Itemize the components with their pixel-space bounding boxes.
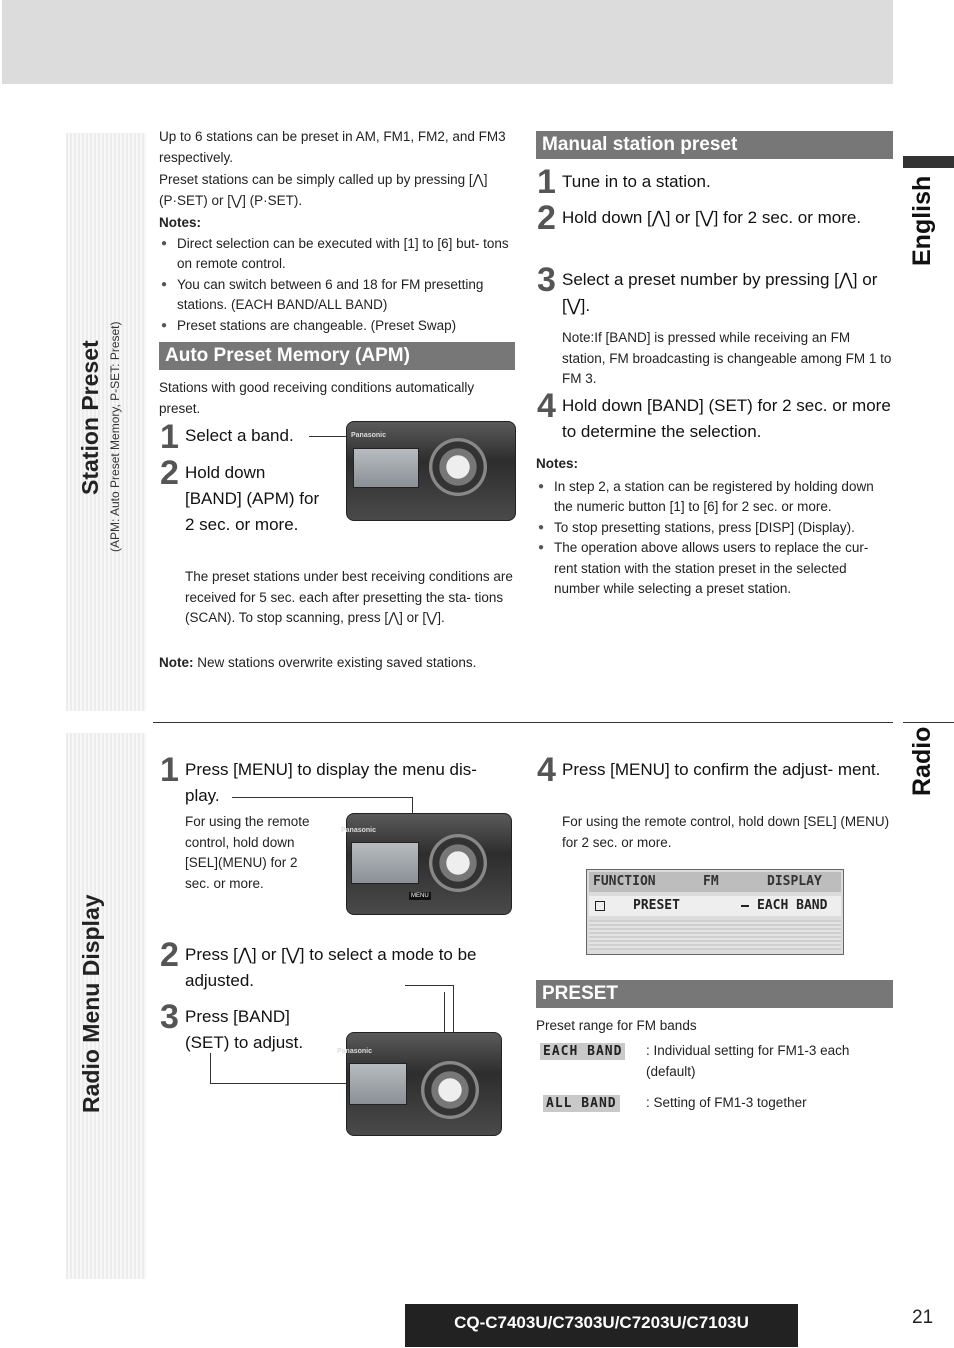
english-tab-label: English: [908, 175, 936, 266]
volume-knob: [429, 438, 487, 496]
radio-tab-label: Radio: [908, 726, 936, 796]
page-number: 21: [912, 1307, 934, 1328]
intro-note: ● Direct selection can be executed with [1] to [6] but- tons on remote control.: [159, 234, 515, 275]
menu-step-4: Press [MENU] to confirm the adjust- ment.: [562, 760, 881, 779]
apm-note-label: Note:: [159, 655, 194, 670]
radio-menu-tab-title: Radio Menu Display: [78, 894, 104, 1113]
lcd-empty-row: [589, 920, 841, 950]
manual-step-3-number: 3: [537, 261, 556, 299]
apm-step-1: Select a band.: [185, 426, 294, 445]
callout-line: [210, 1053, 211, 1083]
manual-step-2-number: 2: [537, 199, 556, 237]
menu-lcd-screen: [586, 869, 844, 955]
apm-step-2: Hold down [BAND] (APM) for 2 sec. or more.: [185, 463, 320, 534]
intro-line-2: Preset stations can be simply called up by pressing [⋀] (P·SET) or [⋁] (P·SET).: [159, 172, 488, 208]
callout-line: [309, 436, 347, 437]
lcd-checkbox-icon: [595, 901, 605, 911]
lcd-fm-label: FM: [703, 874, 719, 889]
apm-note-text: New stations overwrite existing saved stations.: [197, 655, 477, 670]
device-lcd: [349, 1063, 407, 1105]
section-divider: [153, 722, 893, 723]
device-lcd: [353, 448, 419, 488]
menu-step-1-detail: For using the remote control, hold down [SEL](MENU) for 2 sec. or more.: [185, 814, 310, 891]
preset-description: Preset range for FM bands: [536, 1018, 697, 1033]
menu-step-1: Press [MENU] to display the menu dis- play.: [185, 760, 477, 805]
manual-step-4-number: 4: [537, 387, 556, 425]
manual-step-1-number: 1: [537, 163, 556, 201]
manual-step-3: Select a preset number by pressing [⋀] or [⋁].: [562, 270, 878, 315]
each-band-text: : Individual setting for FM1-3 each (default): [646, 1043, 850, 1079]
lcd-preset-row: [589, 896, 841, 916]
manual-note: ● To stop presetting stations, press [DISP] (Display).: [536, 518, 893, 539]
device-lcd: [351, 842, 419, 884]
all-band-text: : Setting of FM1-3 together: [646, 1095, 807, 1110]
callout-line: [405, 985, 453, 986]
menu-button-label: MENU: [411, 893, 429, 899]
menu-step-1-number: 1: [160, 751, 179, 789]
manual-preset-heading: Manual station preset: [536, 131, 893, 159]
volume-knob: [429, 834, 487, 892]
menu-step-3: Press [BAND] (SET) to adjust.: [185, 1007, 304, 1052]
preset-heading: PRESET: [536, 980, 893, 1008]
lcd-preset-label: PRESET: [633, 898, 680, 913]
lcd-display-label: DISPLAY: [767, 874, 822, 889]
manual-note: ● The operation above allows users to replace the cur- rent station with the station preset in the selected number while selecting a preset station.: [536, 538, 893, 600]
manual-step-2: Hold down [⋀] or [⋁] for 2 sec. or more.: [562, 208, 862, 227]
head-unit-image: [346, 421, 516, 521]
station-preset-tab-subtitle: (APM: Auto Preset Memory, P-SET: Preset): [108, 321, 122, 552]
manual-step-4: Hold down [BAND] (SET) for 2 sec. or more to determine the selection.: [562, 396, 891, 441]
menu-step-4-detail: For using the remote control, hold down [SEL] (MENU) for 2 sec. or more.: [562, 814, 890, 850]
header-band: [2, 0, 893, 84]
manual-notes-label: Notes:: [536, 456, 579, 471]
lcd-each-band-label: EACH BAND: [757, 898, 828, 913]
manual-step-1: Tune in to a station.: [562, 172, 711, 191]
brand-label: Panasonic: [337, 1048, 373, 1055]
manual-note: ● In step 2, a station can be registered by holding down the numeric button [1] to [6] for 2 sec. or more.: [536, 477, 893, 518]
station-preset-tab-title: Station Preset: [77, 340, 103, 495]
apm-description: Stations with good receiving conditions automatically preset.: [159, 380, 475, 416]
menu-step-2-number: 2: [160, 936, 179, 974]
manual-step-3-note: Note:If [BAND] is pressed while receiving an FM station, FM broadcasting is changeable among FM 1 to FM 3.: [562, 330, 892, 386]
apm-step-1-number: 1: [160, 418, 179, 456]
apm-heading: Auto Preset Memory (APM): [159, 342, 515, 370]
manual-notes: [536, 454, 893, 600]
intro-note: ● You can switch between 6 and 18 for FM presetting stations. (EACH BAND/ALL BAND): [159, 275, 515, 316]
model-footer: CQ-C7403U/C7303U/C7203U/C7103U: [405, 1304, 798, 1347]
each-band-tag: EACH BAND: [540, 1043, 625, 1060]
head-unit-image: [337, 1032, 502, 1136]
intro-notes-label: Notes:: [159, 215, 202, 230]
english-tab-bar: [903, 156, 954, 168]
head-unit-image: [341, 813, 512, 915]
menu-step-4-number: 4: [537, 751, 556, 789]
intro-note: ● Preset stations are changeable. (Preset Swap): [159, 316, 515, 337]
menu-step-2: Press [⋀] or [⋁] to select a mode to be adjusted.: [185, 945, 477, 990]
radio-tab-line: [903, 722, 954, 723]
lcd-top-row: [589, 872, 841, 892]
lcd-function-label: FUNCTION: [593, 874, 656, 889]
apm-note: [159, 653, 515, 674]
volume-knob: [421, 1061, 479, 1119]
apm-step-2-number: 2: [160, 454, 179, 492]
apm-step-2-detail: The preset stations under best receiving conditions are received for 5 sec. each after presetting the sta- tions (SCAN). To stop scanning, press [⋀] or [⋁].: [185, 569, 513, 625]
lcd-dash-icon: [741, 905, 749, 907]
all-band-tag: ALL BAND: [543, 1095, 620, 1112]
callout-line: [232, 797, 412, 798]
brand-label: Panasonic: [341, 827, 377, 834]
brand-label: Panasonic: [351, 432, 387, 439]
intro-line-1: Up to 6 stations can be preset in AM, FM1, FM2, and FM3 respectively.: [159, 129, 506, 165]
intro-block: [159, 127, 515, 336]
menu-step-3-number: 3: [160, 998, 179, 1036]
